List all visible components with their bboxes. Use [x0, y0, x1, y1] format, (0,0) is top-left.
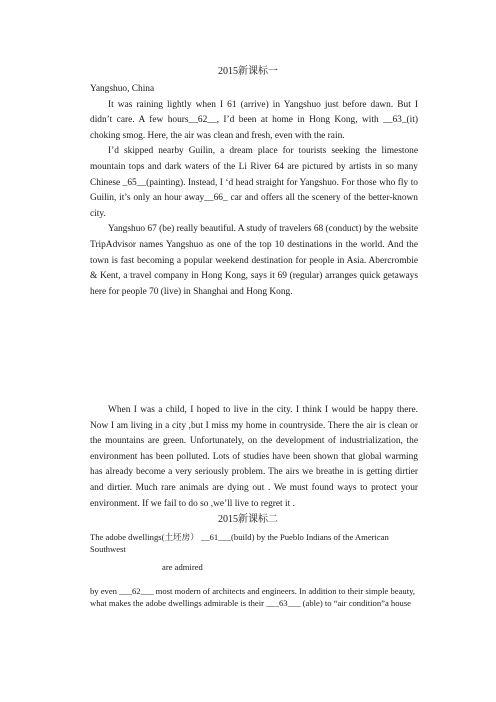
sentence-3: by even ___62___ most modern of architects and engineers. In addition to their simple beauty, what makes the adobe dwellings admirable is their ___63___ (able) to “air condition”a house: [90, 586, 415, 608]
paragraph-4: When I was a child, I hoped to live in the city. I think I would be happy there. Now I am living in a city ,but I miss my home in countryside. There the air is clean or the mountains are green. Unfortunately, on the development of industrialization, the environment has been polluted. Lots of studies have been shown that global warming has already become a very seriously problem. The airs we breathe in is getting dirtier and dirtier. Much rare animals are dying out . We must found ways to protect your environment. If we fail to do so ,we’ll live to regret it .: [90, 405, 418, 509]
passage-2: [90, 403, 418, 512]
paragraph-1: It was raining lightly when I 61 (arrive) in Yangshuo just before dawn. But I didn’t care. A few hours__62__, I’d been at home in Hong Kong, with __63_(it) choking smog. Here, the air was clean and fresh, even with the rain.: [90, 99, 418, 141]
place-line: Yangshuo, China: [90, 84, 155, 94]
heading-2015-national-2: 2015新课标二: [218, 514, 278, 525]
paragraph-3: Yangshuo 67 (be) really beautiful. A study of travelers 68 (conduct) by the website TripAdvisor names Yangshuo as one of the top 10 destinations in the world. And the town is fast becoming a popular weekend destination for people in Asia. Abercrombie & Kent, a travel company in Hong Kong, says it 69 (regular) arranges quick getaways here for people 70 (live) in Shanghai and Hong Kong.: [90, 224, 418, 297]
heading-2015-national-1: 2015新课标一: [218, 66, 278, 77]
paragraph-2: I’d skipped nearby Guilin, a dream place for tourists seeking the limestone mountain tops and dark waters of the Li River 64 are pictured by artists in so many Chinese _65__(painting). Instead, I ‘d head straight for Yangshuo. For those who fly to Guilin, it’s only an hour away__66_ car and offers all the scenery of the better-known city.: [90, 146, 418, 219]
sentence-1: The adobe dwellings(土坯房） __61___(build) by the Pueblo Indians of the American Southwest: [90, 532, 389, 554]
passage-1: [90, 82, 418, 300]
passage-3: [90, 531, 420, 609]
sentence-2: are admired: [162, 562, 203, 572]
